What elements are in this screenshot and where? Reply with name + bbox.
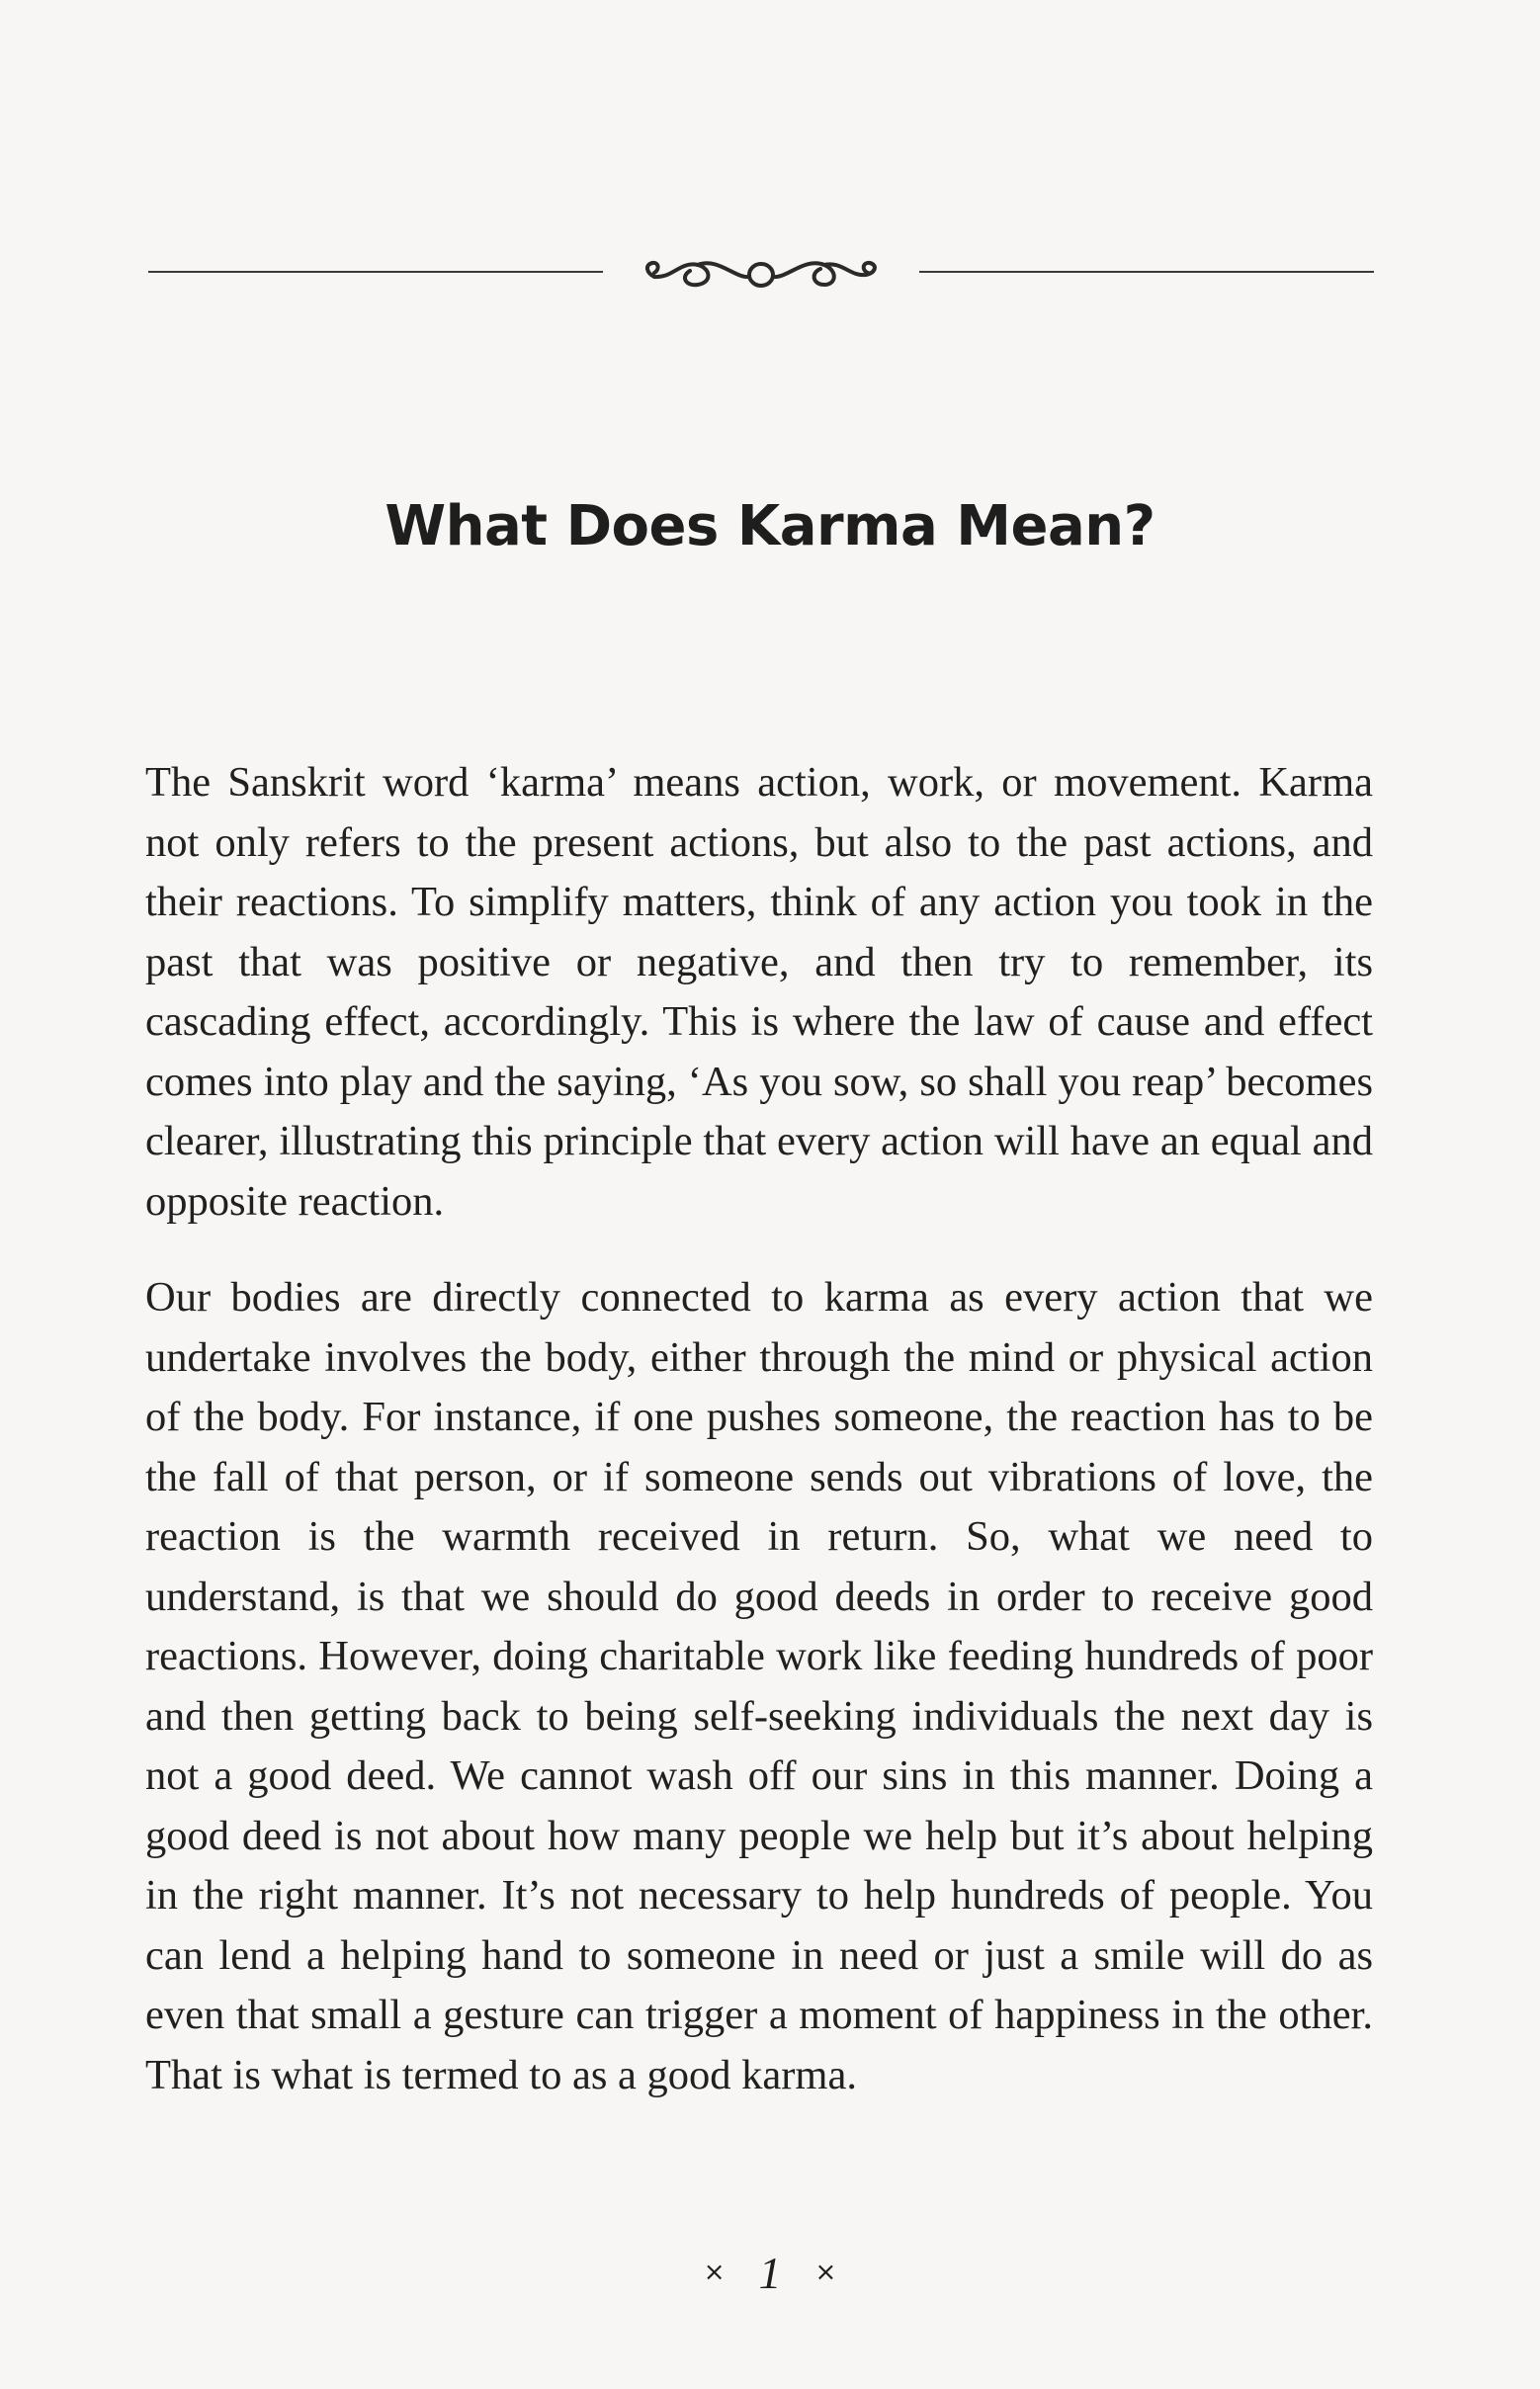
ornament-rule-left	[148, 271, 603, 273]
page-number: 1	[758, 2247, 782, 2298]
folio-mark-left: ×	[703, 2258, 726, 2288]
chapter-body	[145, 753, 1373, 2105]
paragraph-2: Our bodies are directly connected to karma as every action that we undertake involves the body, either through the mind or physical action of the body. For instance, if one pushes someone, the reaction has to be the fall of that person, or if someone sends out vibrations of love, the reaction is the warmth received in return. So, what we need to understand, is that we should do good deeds in order to receive good reactions. However, doing charitable work like feeding hundreds of poor and then getting back to being self-seeking individuals the next day is not a good deed. We cannot wash off our sins in this manner. Doing a good deed is not about how many people we help but it’s about helping in the right manner. It’s not necessary to help hundreds of people. You can lend a helping hand to someone in need or just a smile will do as even that small a gesture can trigger a moment of happiness in the other. That is what is termed to as a good karma.	[145, 1274, 1373, 2098]
chapter-title: What Does Karma Mean?	[385, 494, 1155, 558]
page-footer	[0, 2242, 1540, 2299]
ornament-rule-right	[919, 271, 1374, 273]
paragraph-1: The Sanskrit word ‘karma’ means action, work, or movement. Karma not only refers to the present actions, but also to the past actions, and their reactions. To simplify matters, think of any action you took in the past that was positive or negative, and then try to remember, its cascading effect, accordingly. This is where the law of cause and effect comes into play and the saying, ‘As you sow, so shall you reap’ becomes clearer, illustrating this principle that every action will have an equal and opposite reaction.	[145, 759, 1373, 1225]
folio-mark-right: ×	[814, 2258, 837, 2288]
flourish-divider-icon	[633, 243, 890, 299]
chapter-ornament	[148, 241, 1374, 300]
